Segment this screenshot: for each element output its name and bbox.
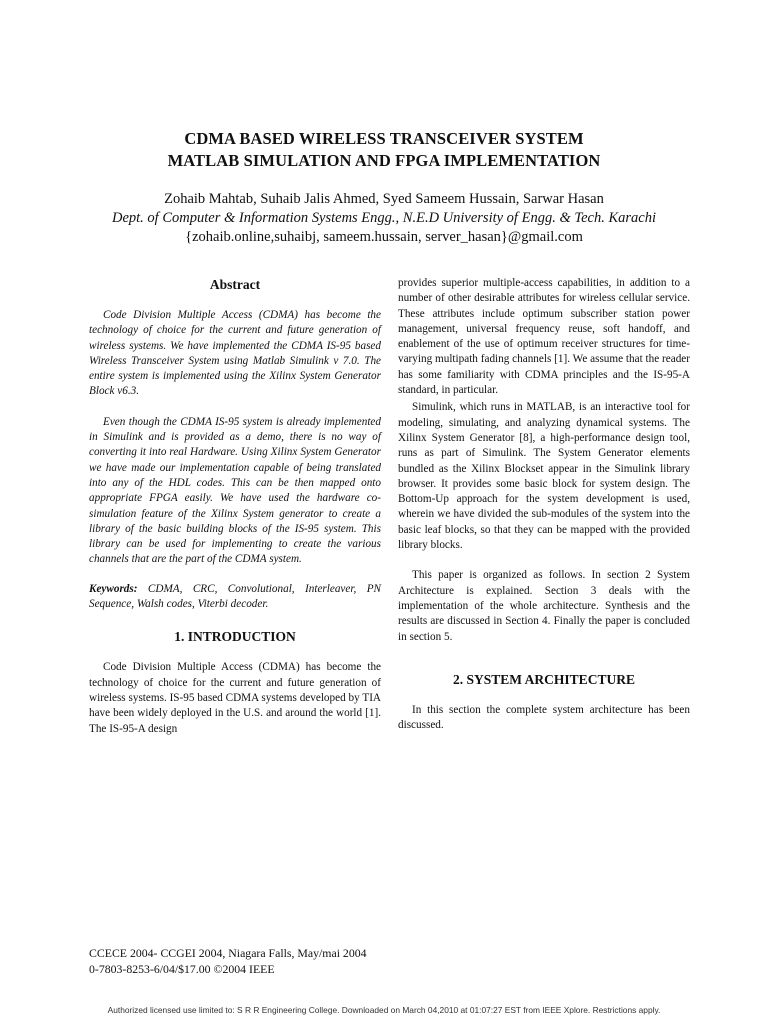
intro-paragraph-organization: This paper is organized as follows. In section 2 System Architecture is explained. Section 3 deals with the implementation of the whole architecture. Synthesis and the results are discussed in Section 4. Finally the paper is concluded in section 5. <box>398 569 690 643</box>
author-list: Zohaib Mahtab, Suhaib Jalis Ahmed, Syed Sameem Hussain, Sarwar Hasan <box>164 191 604 207</box>
right-column <box>398 276 690 733</box>
conference-name: CCECE 2004- CCGEI 2004, Niagara Falls, May/mai 2004 <box>89 946 367 960</box>
authorized-use-notice: Authorized licensed use limited to: S R R Engineering College. Downloaded on March 04,2010 at 01:07:27 EST from IEEE Xplore. Restrictions apply. <box>107 1005 661 1015</box>
intro-paragraph-continued: provides superior multiple-access capabilities, in addition to a number of other desirable attributes for wireless cellular service. These attributes include optimum subscriber station power management, universal frequency reuse, soft handoff, and enablement of the use of optimum receiver structures for time-varying multipath fading channels [1]. We assume that the reader has some familiarity with CDMA principles and the IS-95-A standard, in particular. <box>398 277 690 397</box>
paper-title-line1: CDMA BASED WIRELESS TRANSCEIVER SYSTEM <box>184 129 584 148</box>
conference-footer <box>89 945 367 977</box>
system-architecture-heading: 2. SYSTEM ARCHITECTURE <box>453 671 635 687</box>
intro-paragraph-simulink: Simulink, which runs in MATLAB, is an interactive tool for modeling, simulating, and analyzing dynamical systems. The Xilinx System Generator [8], a high-performance design tool, runs as part of Simulink. The System Generator elements bundled as the Xilinx Blockset appear in the Simulink library browser. It provides some basic block for system design. The Bottom-Up approach for the system development is used, wherein we have divided the sub-modules of the system into the basic leaf blocks, so that they can be mapped with the provided library blocks. <box>398 401 690 552</box>
keywords-text: CDMA, CRC, Convolutional, Interleaver, PN Sequence, Walsh codes, Viterbi decoder. <box>89 582 381 611</box>
keywords-label: Keywords: <box>89 582 138 595</box>
author-emails: {zohaib.online,suhaibj, sameem.hussain, server_hasan}@gmail.com <box>185 229 583 245</box>
copyright-line: 0-7803-8253-6/04/$17.00 ©2004 IEEE <box>89 962 275 976</box>
introduction-paragraph-1: Code Division Multiple Access (CDMA) has become the technology of choice for the current and future generation of wireless systems. IS-95 based CDMA systems developed by TIA have been widely deployed in the U.S. and around the world [1]. The IS-95-A design <box>89 661 381 735</box>
paper-title-line2: MATLAB SIMULATION AND FPGA IMPLEMENTATION <box>167 151 601 170</box>
left-column <box>89 276 381 737</box>
abstract-paragraph-2: Even though the CDMA IS-95 system is already implemented in Simulink and is provided as a demo, there is no way of converting it into real Hardware. Using Xilinx System Generator we have made our implementation capable of being translated into any of the HDL codes. This can be then mapped onto appropriate FPGA easily. We have used the hardware co-simulation feature of the Xilinx System generator to create a library of the basic building blocks of the IS-95 system. This library can be used for implementing to create the various channels that are the part of the CDMA system. <box>89 415 381 566</box>
introduction-heading: 1. INTRODUCTION <box>174 629 296 645</box>
abstract-heading: Abstract <box>209 277 261 292</box>
title-block <box>0 128 768 247</box>
system-architecture-paragraph-1: In this section the complete system architecture has been discussed. <box>398 703 690 732</box>
keywords <box>89 582 381 613</box>
affiliation: Dept. of Computer & Information Systems Engg., N.E.D University of Engg. & Tech. Karachi <box>112 210 656 226</box>
abstract-paragraph-1: Code Division Multiple Access (CDMA) has become the technology of choice for the current and future generation of wireless systems. We have implemented the CDMA IS-95 based Wireless Transceiver System using Matlab Simulink v 7.0. The entire system is implemented using the Xilinx System Generator Block v6.3. <box>89 309 381 398</box>
